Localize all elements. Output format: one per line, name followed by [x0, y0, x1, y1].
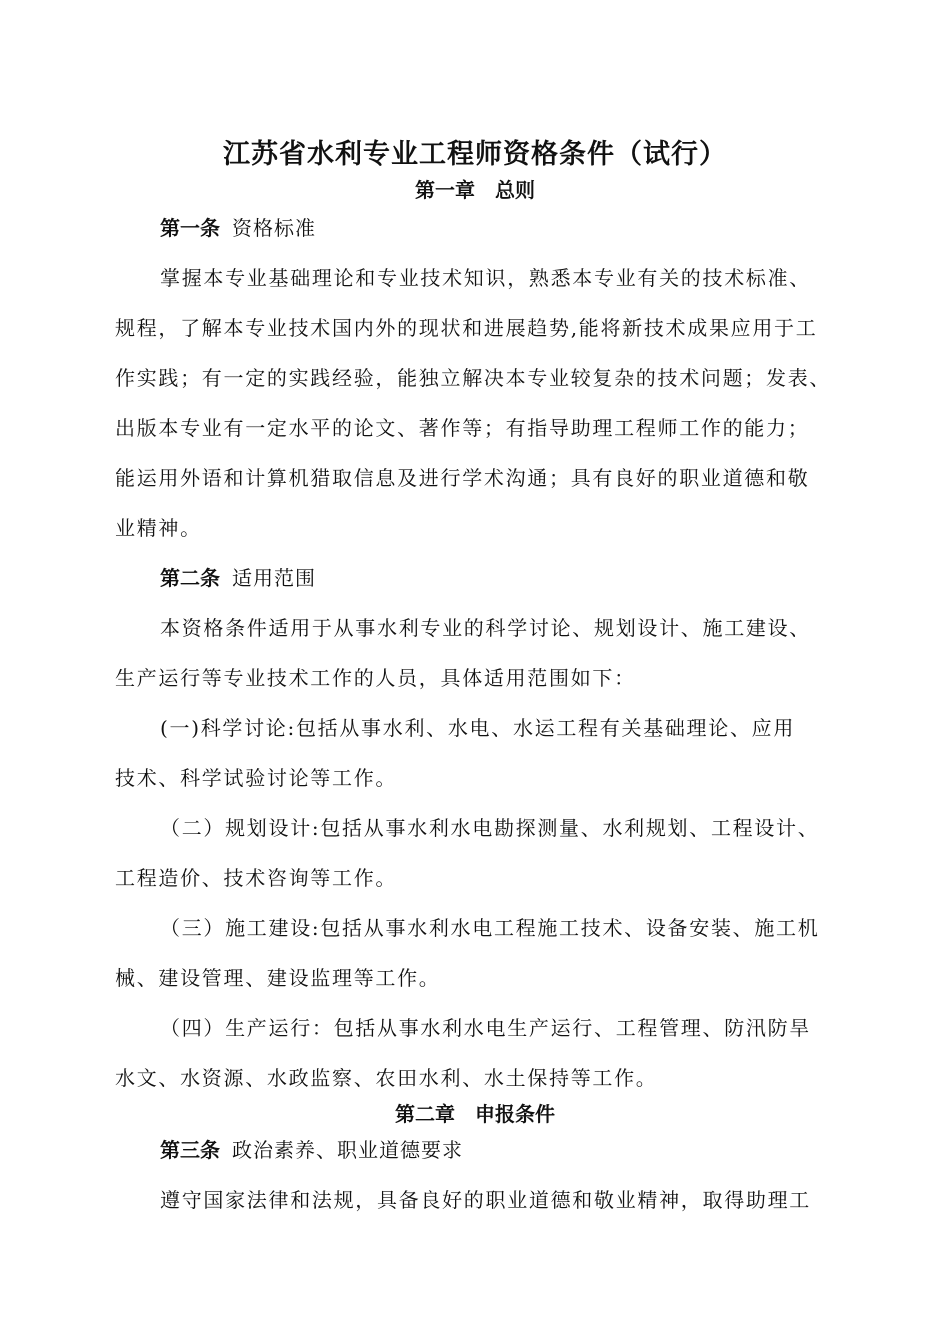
paragraph-line: 出版本专业有一定水平的论文、著作等；有指导助理工程师工作的能力； — [115, 416, 810, 440]
article-number: 第一条 — [160, 216, 220, 240]
article-1-heading — [160, 212, 316, 241]
article-name: 适用范围 — [232, 566, 316, 590]
article-number: 第三条 — [160, 1138, 220, 1162]
paragraph-line: 能运用外语和计算机猎取信息及进行学术沟通；具有良好的职业道德和敬 — [115, 466, 810, 490]
list-item-line: （二）规划设计:包括从事水利水电勘探测量、水利规划、工程设计、 — [160, 816, 820, 840]
list-item-line: （四）生产运行：包括从事水利水电生产运行、工程管理、防汛防旱 — [160, 1016, 811, 1040]
list-item-line: 技术、科学试验讨论等工作。 — [115, 766, 398, 790]
article-name: 资格标准 — [232, 216, 316, 240]
article-3-heading — [160, 1134, 463, 1163]
paragraph-line: 本资格条件适用于从事水利专业的科学讨论、规划设计、施工建设、 — [160, 616, 811, 640]
paragraph-line: 规程，了解本专业技术国内外的现状和进展趋势,能将新技术成果应用于工 — [115, 316, 818, 340]
paragraph-line: 生产运行等专业技术工作的人员，具体适用范围如下： — [115, 666, 636, 690]
paragraph-line: 业精神。 — [115, 516, 202, 540]
list-item-line: (一)科学讨论:包括从事水利、水电、水运工程有关基础理论、应用 — [160, 716, 796, 740]
chapter-1-heading: 第一章 总则 — [415, 178, 535, 202]
article-name: 政治素养、职业道德要求 — [232, 1138, 463, 1162]
list-item-line: 水文、水资源、水政监察、农田水利、水土保持等工作。 — [115, 1066, 658, 1090]
list-item-line: 工程造价、技术咨询等工作。 — [115, 866, 398, 890]
article-2-heading — [160, 562, 316, 591]
paragraph-line: 遵守国家法律和法规，具备良好的职业道德和敬业精神，取得助理工 — [160, 1188, 811, 1212]
paragraph-line: 掌握本专业基础理论和专业技术知识，熟悉本专业有关的技术标准、 — [160, 266, 811, 290]
article-number: 第二条 — [160, 566, 220, 590]
list-item-line: （三）施工建设:包括从事水利水电工程施工技术、设备安装、施工机 — [160, 916, 820, 940]
document-title: 江苏省水利专业工程师资格条件（试行） — [223, 139, 727, 170]
list-item-line: 械、建设管理、建设监理等工作。 — [115, 966, 441, 990]
chapter-2-heading: 第二章 申报条件 — [395, 1102, 555, 1126]
paragraph-line: 作实践；有一定的实践经验，能独立解决本专业较复杂的技术问题；发表、 — [115, 366, 832, 390]
